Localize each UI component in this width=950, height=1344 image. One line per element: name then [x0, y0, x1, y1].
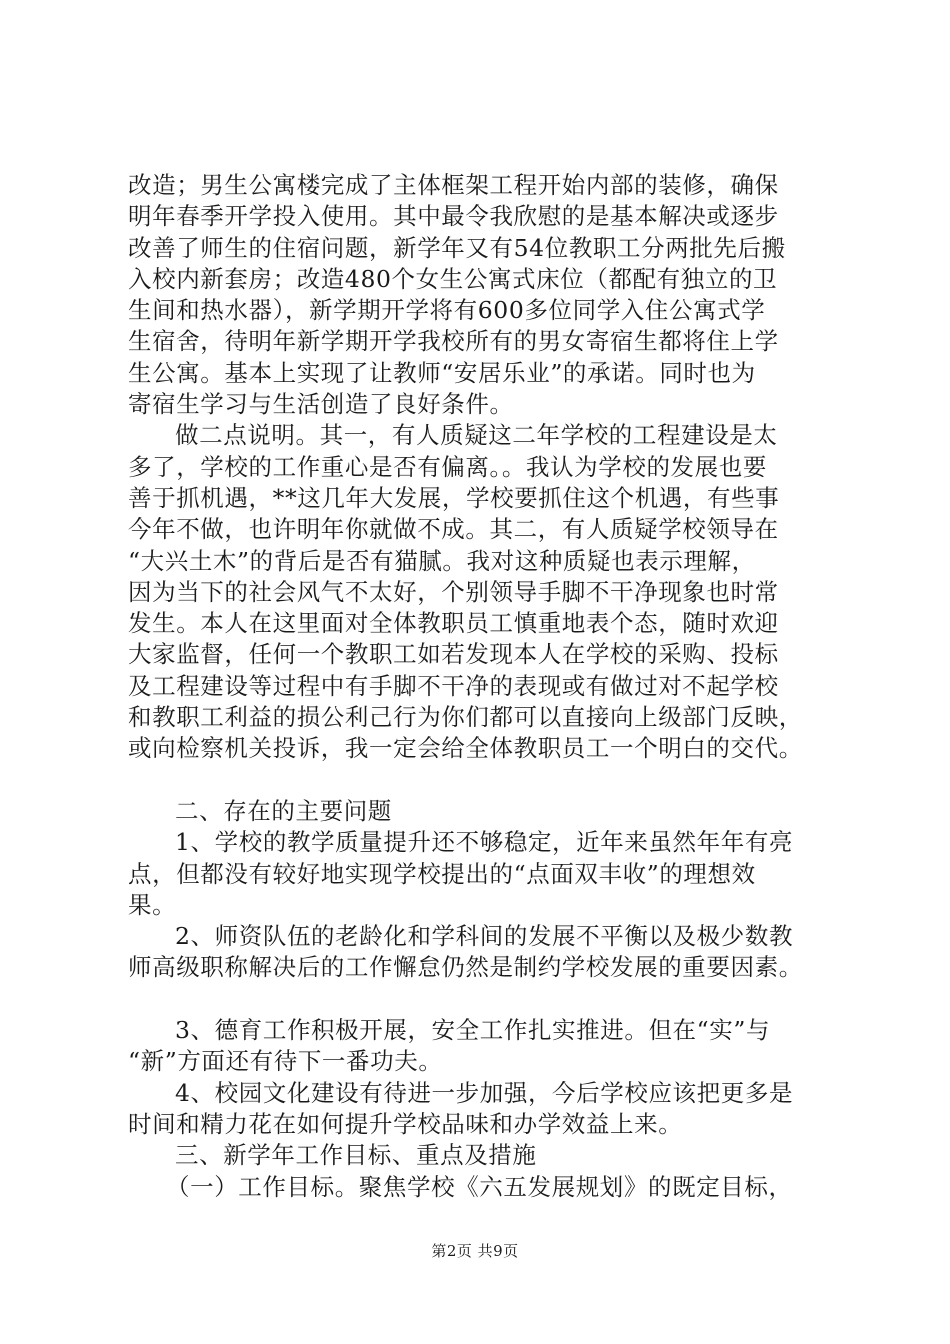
text-line: 改善了师生的住宿问题，新学年又有54位教职工分两批先后搬: [128, 233, 786, 262]
text-line: （一）工作目标。聚焦学校《六五发展规划》的既定目标，: [166, 1172, 793, 1201]
text-line: 大家监督，任何一个教职工如若发现本人在学校的采购、投标: [128, 640, 779, 669]
text-line: 因为当下的社会风气不太好，个别领导手脚不干净现象也时常: [128, 577, 779, 606]
text-line: 善于抓机遇，**这几年大发展，学校要抓住这个机遇，有些事: [128, 483, 780, 512]
text-line: 生公寓。基本上实现了让教师“安居乐业”的承诺。同时也为: [128, 358, 756, 387]
text-line: 发生。本人在这里面对全体教职员工慎重地表个态，随时欢迎: [128, 609, 779, 638]
text-line: 生宿舍，待明年新学期开学我校所有的男女寄宿生都将住上学: [128, 327, 779, 356]
text-line: 果。: [128, 890, 177, 919]
page-number-footer: 第2页 共9页: [431, 1242, 519, 1260]
text-line: 寄宿生学习与生活创造了良好条件。: [128, 390, 514, 419]
text-line: 师高级职称解决后的工作懈怠仍然是制约学校发展的重要因素。: [128, 953, 803, 982]
text-line: 及工程建设等过程中有手脚不干净的表现或有做过对不起学校: [128, 671, 779, 700]
section-heading: 二、存在的主要问题: [175, 796, 392, 825]
text-line: 或向检察机关投诉，我一定会给全体教职员工一个明白的交代。: [128, 734, 803, 763]
text-line: 改造；男生公寓楼完成了主体框架工程开始内部的装修，确保: [128, 171, 779, 199]
document-body: [128, 170, 838, 1203]
text-line: “大兴土木”的背后是否有猫腻。我对这种质疑也表示理解，: [128, 546, 756, 575]
section-heading: 三、新学年工作目标、重点及措施: [175, 1141, 537, 1170]
text-line: 今年不做，也许明年你就做不成。其二，有人质疑学校领导在: [128, 515, 779, 544]
text-line: 时间和精力花在如何提升学校品味和办学效益上来。: [128, 1109, 683, 1138]
text-line: 做二点说明。其一，有人质疑这二年学校的工程建设是太: [175, 421, 778, 450]
blank-line: [128, 984, 838, 1015]
blank-line: [128, 765, 838, 796]
text-line: “新”方面还有待下一番功夫。: [128, 1047, 443, 1076]
text-line: 和教职工利益的损公利己行为你们都可以直接向上级部门反映，: [128, 703, 803, 732]
text-line: 多了，学校的工作重心是否有偏离。。我认为学校的发展也要: [128, 452, 767, 481]
text-line: 生间和热水器），新学期开学将有600多位同学入住公寓式学: [128, 296, 766, 325]
text-line: 4、校园文化建设有待进一步加强，今后学校应该把更多是: [175, 1078, 794, 1107]
text-line: 明年春季开学投入使用。其中最令我欣慰的是基本解决或逐步: [128, 202, 779, 231]
text-line: 1、学校的教学质量提升还不够稳定，近年来虽然年年有亮: [175, 828, 794, 857]
text-line: 2、师资队伍的老龄化和学科间的发展不平衡以及极少数教: [175, 922, 794, 951]
text-line: 3、德育工作积极开展，安全工作扎实推进。但在“实”与: [175, 1016, 771, 1045]
text-line: 点，但都没有较好地实现学校提出的“点面双丰收”的理想效: [128, 859, 756, 888]
text-line: 入校内新套房；改造480个女生公寓式床位（都配有独立的卫: [128, 264, 778, 293]
